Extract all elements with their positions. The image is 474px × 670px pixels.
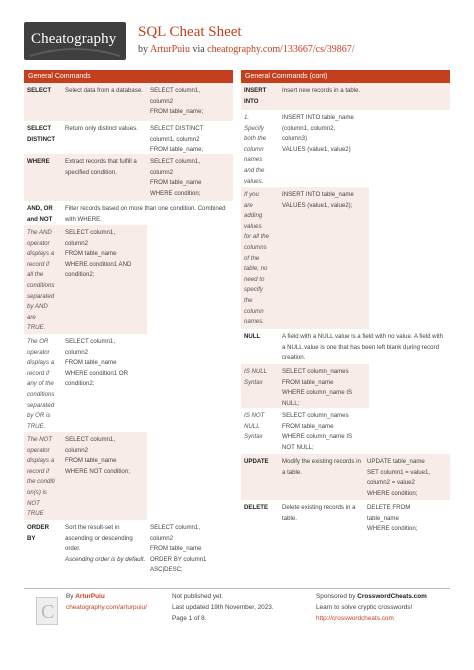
- command-example: SELECT column_names FROM table_name WHERE column_name IS NULL;: [282, 368, 353, 407]
- logo-text: Cheatography: [31, 31, 117, 47]
- byline-via: via: [192, 44, 205, 55]
- left-column: [24, 70, 233, 582]
- table-row: [241, 408, 450, 454]
- command-description: A field with a NULL value is a field with no value. A field with a NULL value is one that has been left blank during record creation.: [282, 333, 444, 362]
- table-row: [241, 454, 450, 500]
- command-example: SELECT column1, column2 FROM table_name WHERE condition;: [150, 158, 202, 197]
- command-name: INSERT INTO: [244, 87, 267, 105]
- command-example: SELECT column1, column2 FROM table_name ORDER BY column1 ASC|DESC;: [150, 524, 207, 574]
- footer-author-url[interactable]: cheatography.com/arturpuiu/: [66, 604, 147, 611]
- sponsor-url[interactable]: http://crosswordcheats.com: [316, 615, 394, 622]
- sheet-url-link[interactable]: cheatography.com/133667/cs/39867/: [207, 44, 355, 55]
- page-number: Page 1 of 8.: [172, 615, 207, 622]
- command-example: INSERT INTO table_name (column1, column2, column3) VALUES (value1, value2): [282, 114, 354, 153]
- section-heading: General Commands (cont): [241, 70, 450, 83]
- author-link[interactable]: ArturPuiu: [149, 44, 190, 55]
- byline-by: by: [138, 44, 148, 55]
- table-row: [241, 500, 450, 536]
- command-example: SELECT DISTINCT column1, column2 FROM table_name;: [150, 125, 204, 154]
- footer-author: [66, 591, 147, 613]
- table-row: [24, 225, 233, 334]
- table-row: [24, 432, 233, 520]
- page-header: [24, 22, 450, 66]
- operator-note: The OR operator displays a record if any of the conditions separated by OR is TRUE.: [27, 338, 55, 430]
- command-example: SELECT column1, column2 FROM table_name WHERE condition1 OR condition2;: [65, 338, 128, 388]
- command-description: Modify the existing records in a table.: [282, 458, 361, 476]
- command-example: SELECT column1, column2 FROM table_name WHERE condition1 AND condition2;: [65, 229, 132, 279]
- table-row: [241, 329, 450, 364]
- author-avatar: [36, 597, 58, 625]
- table-row: [24, 154, 233, 201]
- command-name: AND, OR and NOT: [27, 205, 53, 223]
- table-row: [24, 83, 233, 121]
- right-column: [241, 70, 450, 536]
- command-description: Return only distinct values.: [65, 125, 138, 132]
- operator-note: IS NULL Syntax: [244, 368, 268, 386]
- table-row: [241, 110, 450, 187]
- command-example: DELETE FROM table_name WHERE condition;: [367, 504, 418, 533]
- command-description: [65, 520, 147, 565]
- command-name: SELECT DISTINCT: [27, 125, 56, 143]
- command-description: Extract records that fulfill a specified condition.: [65, 158, 137, 176]
- table-row: [241, 83, 450, 110]
- command-example: SELECT column_names FROM table_name WHERE column_name IS NOT NULL;: [282, 412, 353, 451]
- table-row: [241, 187, 450, 329]
- footer-publish-info: [172, 591, 274, 624]
- footer-by-label: By: [66, 593, 74, 600]
- published-status: Not published yet.: [172, 593, 224, 600]
- command-example: SELECT column1, column2 FROM table_name;: [150, 87, 204, 116]
- last-updated: Last updated 19th November, 2023.: [172, 604, 274, 611]
- command-description: Select data from a database.: [65, 87, 143, 94]
- command-example: INSERT INTO table_name VALUES (value1, value2);: [282, 191, 354, 209]
- cheatography-logo[interactable]: [24, 22, 126, 60]
- command-example: UPDATE table_name SET column1 = value1, column2 = value2 WHERE condition;: [367, 458, 431, 497]
- command-description: Delete existing records in a table.: [282, 504, 356, 522]
- command-name: UPDATE: [244, 458, 269, 465]
- command-description: Filter records based on more than one condition. Combined with WHERE.: [65, 205, 226, 223]
- section-heading: General Commands: [24, 70, 233, 83]
- operator-note: IS NOT NULL Syntax: [244, 412, 265, 441]
- command-name: ORDER BY: [27, 524, 50, 542]
- table-row: [24, 334, 233, 432]
- command-description: Insert new records in a table.: [282, 87, 361, 94]
- footer-author-name[interactable]: ArturPuiu: [75, 593, 105, 600]
- operator-note: The NOT operator displays a record if the conditi on(s) is NOT TRUE: [27, 436, 55, 518]
- sponsor-tagline: Learn to solve cryptic crosswords!: [316, 604, 413, 611]
- command-name: NULL: [244, 333, 261, 340]
- command-name: SELECT: [27, 87, 52, 94]
- page-footer: [24, 588, 450, 638]
- sponsor-name[interactable]: CrosswordCheats.com: [357, 593, 427, 600]
- operator-note: 1. Specify both the column names and the values.: [244, 114, 267, 185]
- command-name: WHERE: [27, 158, 50, 165]
- operator-note: The AND operator displays a record if all the conditions separated by AND are TRUE.: [27, 229, 55, 332]
- table-row: [24, 520, 233, 582]
- sponsored-prefix: Sponsored by: [316, 593, 356, 600]
- footer-sponsor: [316, 591, 427, 624]
- table-row: [24, 201, 233, 225]
- operator-note: If you are adding values for all the columns of the table, no need to specify the column names.: [244, 191, 270, 326]
- table-row: [241, 364, 450, 408]
- page-title: SQL Cheat Sheet: [138, 24, 242, 40]
- table-row: [24, 121, 233, 154]
- command-example: SELECT column1, column2 FROM table_name WHERE NOT condition;: [65, 436, 130, 475]
- description-text: Sort the result-set in ascending or descending order.: [65, 524, 133, 553]
- byline: [138, 44, 355, 55]
- description-note: Ascending order is by default.: [65, 555, 146, 563]
- cheatography-c-icon: C: [41, 601, 55, 623]
- command-name: DELETE: [244, 504, 269, 511]
